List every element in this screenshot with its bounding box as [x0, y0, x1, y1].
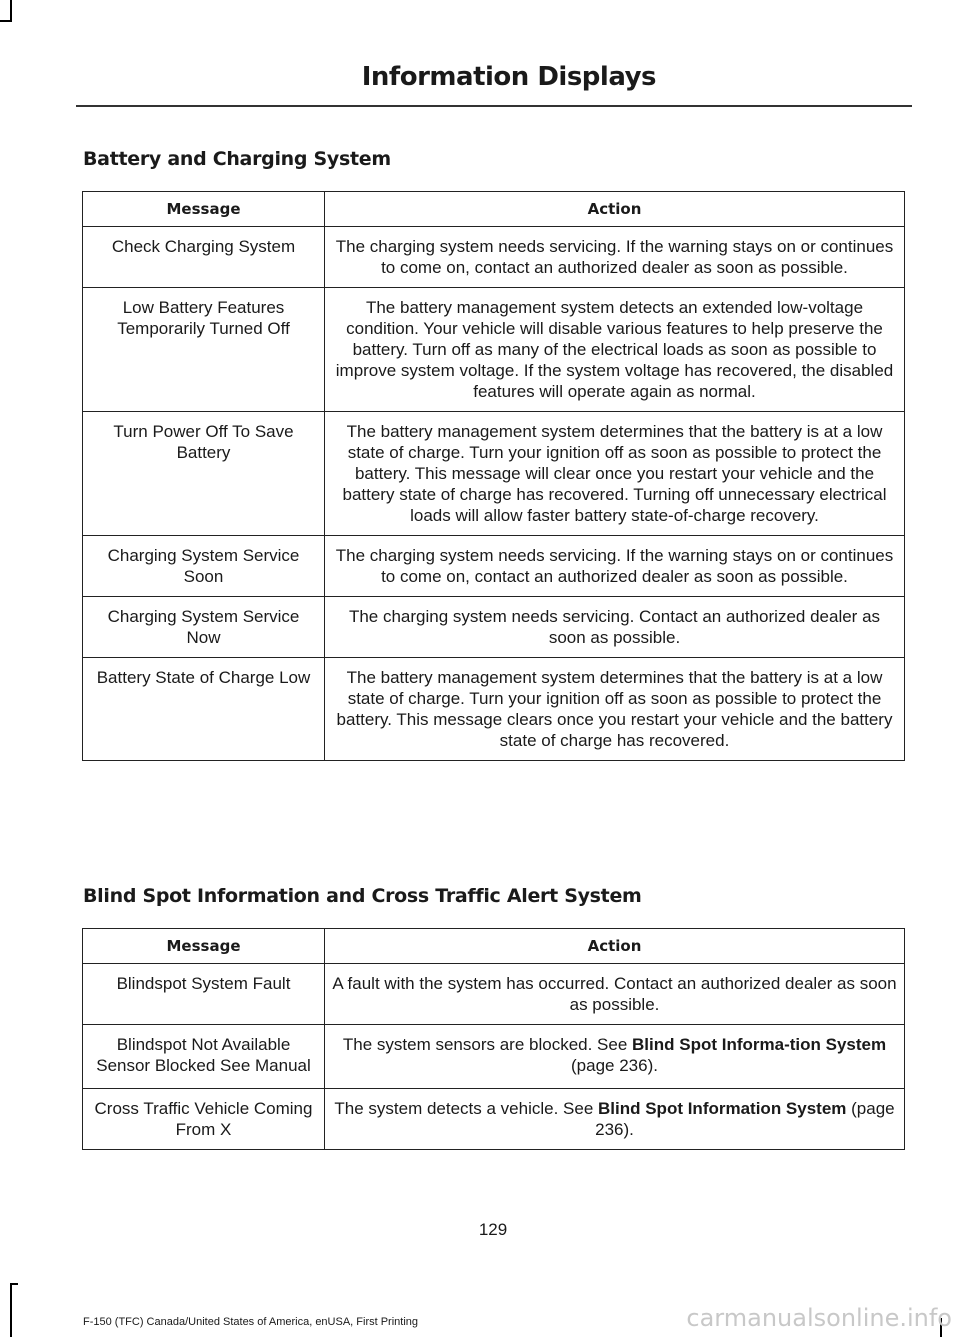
column-header-message: Message — [83, 929, 325, 964]
section-heading-blind-spot: Blind Spot Information and Cross Traffic Alert System — [83, 885, 642, 907]
message-cell: Charging System Service Soon — [83, 536, 325, 597]
action-cell: The charging system needs servicing. If the warning stays on or continues to come on, contact an authorized dealer as soon as possible. — [325, 227, 905, 288]
table-header-row — [83, 929, 905, 964]
battery-charging-table — [82, 191, 905, 761]
action-cell — [325, 1089, 905, 1150]
column-header-action: Action — [325, 929, 905, 964]
table-row — [83, 658, 905, 761]
blind-spot-table — [82, 928, 905, 1150]
message-cell: Blindspot System Fault — [83, 964, 325, 1025]
action-cell: The charging system needs servicing. Contact an authorized dealer as soon as possible. — [325, 597, 905, 658]
cross-reference-link[interactable]: Blind Spot Informa-tion System — [632, 1035, 887, 1054]
cross-reference-link[interactable]: Blind Spot Information System — [598, 1099, 847, 1118]
column-header-message: Message — [83, 192, 325, 227]
crop-mark-bottom-left-vertical — [10, 1283, 12, 1337]
message-cell: Cross Traffic Vehicle Coming From X — [83, 1089, 325, 1150]
table-row — [83, 288, 905, 412]
crop-mark-bottom-left-horizontal — [10, 1283, 18, 1285]
action-cell: The charging system needs servicing. If the warning stays on or continues to come on, contact an authorized dealer as soon as possible. — [325, 536, 905, 597]
action-cell: The battery management system determines that the battery is at a low state of charge. Turn your ignition off as soon as possible to protect the battery. This message will clear once you restart your vehicle and the battery state of charge has recovered. Turning off unnecessary electrical loads will allow faster battery state-of-charge recovery. — [325, 412, 905, 536]
page-reference: (page 236). — [571, 1056, 658, 1075]
page-title: Information Displays — [361, 62, 656, 92]
table-row — [83, 227, 905, 288]
page-reference: (page 236). — [595, 1099, 895, 1139]
table-header-row — [83, 192, 905, 227]
message-cell: Turn Power Off To Save Battery — [83, 412, 325, 536]
table-row — [83, 536, 905, 597]
watermark-logo: carmanualsonline.info — [686, 1304, 952, 1332]
table-row — [83, 1089, 905, 1150]
crop-mark-top-left-vertical — [10, 0, 12, 22]
message-cell: Low Battery Features Temporarily Turned Off — [83, 288, 325, 412]
action-cell — [325, 1025, 905, 1089]
message-cell: Check Charging System — [83, 227, 325, 288]
section-heading-battery: Battery and Charging System — [83, 148, 391, 170]
footer-edition-text: F-150 (TFC) Canada/United States of America, enUSA, First Printing — [83, 1316, 419, 1328]
action-text: The system detects a vehicle. See — [334, 1099, 598, 1118]
crop-mark-top-left-horizontal — [0, 20, 12, 22]
column-header-action: Action — [325, 192, 905, 227]
table-row — [83, 964, 905, 1025]
table-row — [83, 597, 905, 658]
header-rule — [76, 105, 912, 107]
table-row — [83, 412, 905, 536]
action-cell: The battery management system detects an extended low-voltage condition. Your vehicle will disable various features to help preserve the battery. Turn off as many of the electrical loads as soon as possible to improve system voltage. If the system voltage has recovered, the disabled features will operate again as normal. — [325, 288, 905, 412]
message-cell: Charging System Service Now — [83, 597, 325, 658]
action-text: The system sensors are blocked. See — [342, 1035, 633, 1054]
action-cell: The battery management system determines that the battery is at a low state of charge. Turn your ignition off as soon as possible to protect the battery. This message clears once you restart your vehicle and the battery state of charge has recovered. — [325, 658, 905, 761]
message-cell: Battery State of Charge Low — [83, 658, 325, 761]
page-number: 129 — [478, 1220, 508, 1239]
message-cell: Blindspot Not Available Sensor Blocked See Manual — [83, 1025, 325, 1089]
action-cell: A fault with the system has occurred. Contact an authorized dealer as soon as possible. — [325, 964, 905, 1025]
table-row — [83, 1025, 905, 1089]
